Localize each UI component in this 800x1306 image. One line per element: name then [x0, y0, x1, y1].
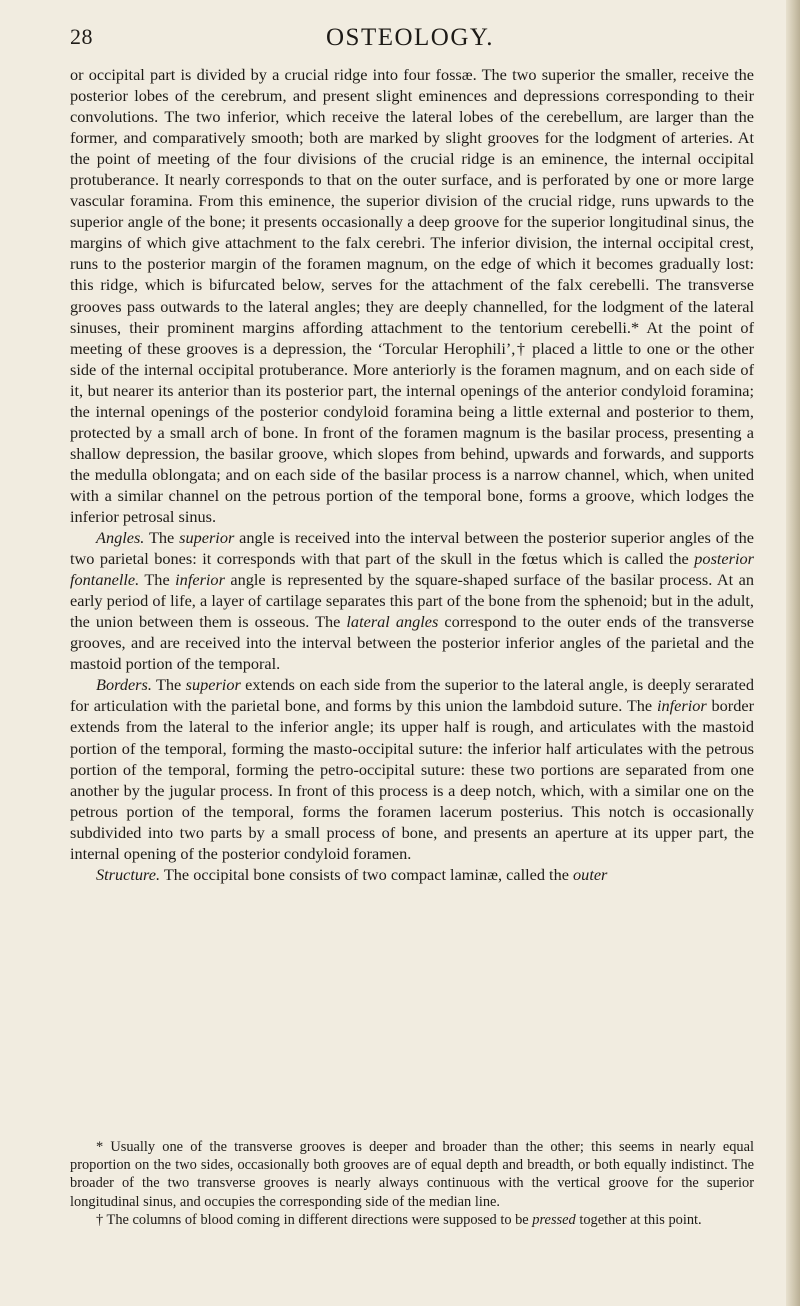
- italic-text: posterior fontanelle.: [70, 549, 754, 590]
- footnote: [70, 1138, 754, 1211]
- text-run: or occipital part is divided by a crucial ridge into four fossæ. The two superior the smaller, receive the posterior lobes of the cerebrum, and present slight eminences and depressions corresponding to their convolutions. The two inferior, which receive the lateral lobes of the cerebellum, are larger than the former, and comparatively smooth; both are marked by slight grooves for the lodgment of arteries. At the point of meeting of the four divisions of the crucial ridge is an eminence, the internal occipital protuberance. It nearly corresponds to that on the outer surface, and is perforated by one or more large vascular foramina. From this eminence, the superior division of the crucial ridge, runs upwards to the superior angle of the bone; it presents occasionally a deep groove for the superior longitudinal sinus, the margins of which give attachment to the falx cerebri. The inferior division, the internal occipital crest, runs to the posterior margin of the foramen magnum, on the edge of which it becomes gradually lost: this ridge, which is bifurcated below, serves for the attachment of the falx cerebelli. The transverse grooves pass outwards to the lateral angles; they are deeply channelled, for the lodgment of the lateral sinuses, their prominent margins affording attachment to the tentorium cerebelli.* At the point of meeting of these grooves is a depression, the ‘Torcular Herophili’,† placed a little to one or the other side of the internal occipital protuberance. More anteriorly is the foramen magnum, and on each side of it, but nearer its anterior than its posterior part, the internal openings of the anterior condyloid foramina; the internal openings of the posterior condyloid foramina being a little external and posterior to them, protected by a small arch of bone. In front of the foramen magnum is the basilar process, presenting a shallow depression, the basilar groove, which slopes from behind, upwards and forwards, and supports the medulla oblongata; and on each side of the basilar process is a narrow channel, which, when united with a similar channel on the petrous portion of the temporal bone, forms a groove, which lodges the inferior petrosal sinus.: [70, 65, 754, 526]
- text-run: angle is received into the interval between the posterior superior angles of the two parietal bones: it corresponds with that part of the skull in the fœtus which is called the: [70, 528, 754, 569]
- text-run: The: [151, 675, 186, 695]
- text-run: extends on each side from the superior to the lateral angle, is deeply serarated for articulation with the parietal bone, and forms by this union the lambdoid suture. The: [70, 675, 754, 716]
- italic-text: pressed: [532, 1211, 576, 1228]
- italic-text: Borders.: [96, 675, 152, 695]
- italic-text: superior: [179, 528, 235, 548]
- paragraph: [70, 527, 754, 674]
- italic-text: outer: [573, 864, 608, 884]
- text-run: The occipital bone consists of two compact laminæ, called the: [160, 864, 574, 884]
- text-run: The: [144, 528, 180, 548]
- footnote: [70, 1211, 754, 1229]
- running-head: OSTEOLOGY.: [325, 24, 494, 51]
- text-run: border extends from the lateral to the inferior angle; its upper half is rough, and articulates with the mastoid portion of the temporal, forming the masto-occipital suture: the inferior half articulates with the petrous portion of the temporal, forming the petro-occipital suture: these two portions are separated from one another by the jugular process. In front of this process is a deep notch, which, with a similar one on the petrous portion of the temporal, forms the foramen lacerum posterius. This notch is occasionally subdivided into two parts by a small process of bone, and presents an aperture at its upper part, the internal opening of the posterior condyloid foramen.: [70, 696, 754, 863]
- page-edge: [786, 0, 800, 1306]
- italic-text: inferior: [175, 570, 225, 590]
- italic-text: inferior: [656, 696, 707, 716]
- paragraph: [70, 64, 754, 527]
- body-text: [70, 64, 754, 885]
- italic-text: superior: [185, 675, 241, 695]
- footnotes: [70, 1138, 754, 1229]
- text-run: together at this point.: [575, 1211, 702, 1228]
- italic-text: Structure.: [96, 864, 161, 884]
- text-run: * Usually one of the transverse grooves is deeper and broader than the other; this seems in nearly equal proportion on the two sides, occasionally both grooves are of equal depth and breadth, or both equally indistinct. The broader of the two transverse grooves is nearly always continuous with the vertical groove for the superior longitudinal sinus, and occupies the corresponding side of the median line.: [70, 1139, 754, 1210]
- paragraph: [70, 674, 754, 863]
- text-run: angle is represented by the square-shaped surface of the basilar process. At an early period of life, a layer of cartilage separates this part of the bone from the sphenoid; but in the adult, the union between them is osseous. The: [70, 570, 754, 632]
- page-header: [70, 24, 750, 54]
- text-run: † The columns of blood coming in different directions were supposed to be: [96, 1211, 533, 1228]
- text-run: correspond to the outer ends of the transverse grooves, and are received into the interval between the posterior inferior angles of the parietal and the mastoid portion of the temporal.: [70, 612, 755, 674]
- italic-text: Angles.: [96, 528, 145, 548]
- text-run: The: [139, 570, 176, 590]
- page-number: 28: [70, 24, 93, 49]
- italic-text: lateral angles: [346, 612, 439, 632]
- paragraph: [70, 864, 754, 885]
